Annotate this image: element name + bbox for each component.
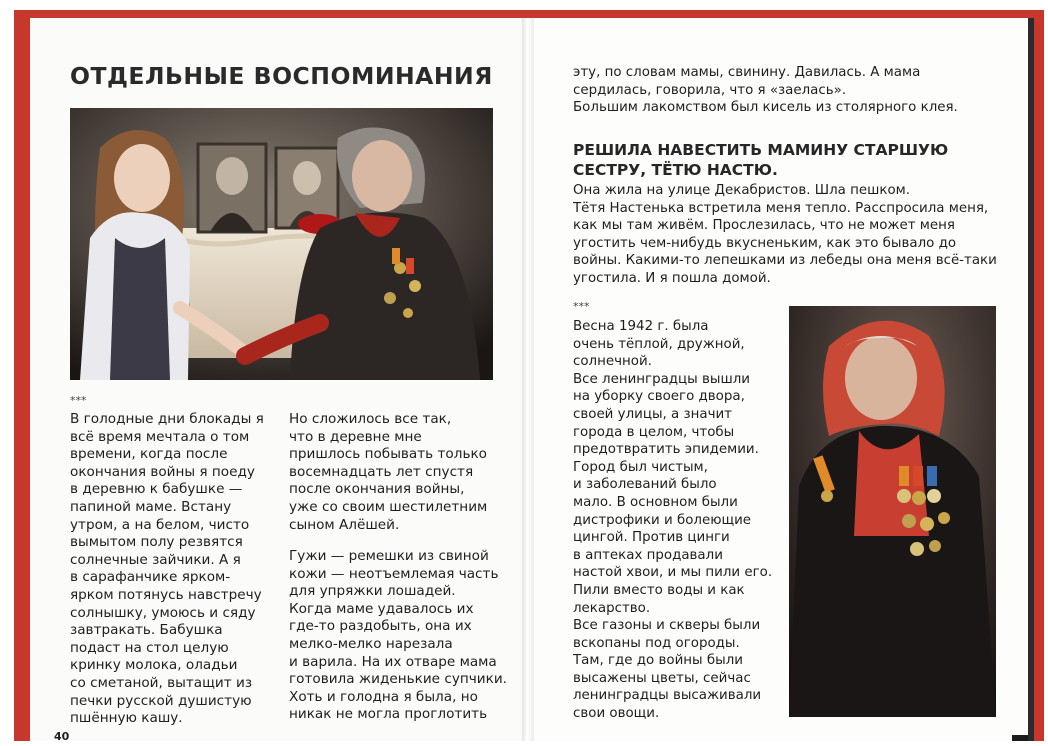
text-line: кринку молока, оладьи [70,657,238,674]
text-line: подаст на стол целую [70,639,229,656]
text-line: Когда маме удавалось их [289,600,474,617]
left-column-text [70,411,264,728]
text-line: высажены цветы, сейчас [573,670,751,686]
text-line: утром, а на белом, чисто [70,516,250,533]
text-line: солнечные зайчики. А я [70,551,241,568]
text-line: Пили вместо воды и как [573,582,745,598]
text-line: всё время мечтала о том [70,428,250,445]
text-line: солнышку, умоюсь и сяду [70,604,256,621]
text-line: Но сложилось все так, [289,411,452,427]
text-line: где-то раздобыть, она их [289,618,472,635]
text-line: сердилась, говорила, что я «заелась». [573,82,847,98]
text-line: Большим лакомством был кисель из столярного клея. [573,100,958,116]
text-line: свои овощи. [573,706,660,722]
text-line: Она жила на улице Декабристов. Шла пешком. [573,183,910,198]
text-line: города в целом, чтобы [573,424,735,440]
text-line: очень тёплой, дружной, [573,336,745,352]
text-line: дистрофики и болеющие [573,512,752,528]
text-line: восемнадцать лет спустя [289,463,474,480]
text-line: солнечной. [573,354,652,370]
text-line: Все ленинградцы вышли [573,371,750,387]
text-line: со сметаной, вытащит из [70,674,253,691]
spring-text [573,318,772,723]
text-line: вымытом полу резвятся [70,534,243,551]
separator-stars: *** [70,394,87,407]
text-line: времени, когда после [70,446,228,463]
text-line: уже со своим шестилетним [289,498,488,515]
text-line: и варила. На их отваре мама [289,653,497,670]
story-text [573,182,997,288]
text-line: на уборку своего двора, [573,389,745,405]
text-line: Тётя Настенька встретила меня тепло. Расспросила меня, [573,200,989,216]
main-photo [70,108,493,380]
text-line: настой хвои, и мы пили его. [573,565,773,581]
text-line: войны. Какими-то лепешками из лебеды она меня всё-таки [573,253,997,269]
text-line: для упряжки лошадей. [289,583,456,600]
text-line: после окончания войны, [289,481,465,498]
text-line: кожи — неотъемлемая часть [289,565,499,582]
heading-line: СЕСТРУ, ТЁТЮ НАСТЮ. [573,161,778,179]
page-title: ОТДЕЛЬНЫЕ ВОСПОМИНАНИЯ [70,62,493,90]
text-line: в аптеках продавали [573,547,723,563]
text-line: своей улицы, а значит [573,406,732,422]
text-line: окончания войны я поеду [70,463,255,480]
text-line: лекарство. [573,600,651,616]
text-line: цингой. Против цинги [573,530,730,546]
text-line: и заболеваний было [573,477,717,493]
page-corner [1012,735,1028,741]
text-line: папиной маме. Встану [70,498,232,515]
text-line: в сарафанчике ярком- [70,569,231,586]
veteran-photo [789,306,996,717]
text-line: В голодные дни блокады я [70,411,264,427]
book-spine [522,18,534,741]
page-edge [1028,18,1034,741]
text-line: предотвратить эпидемии. [573,442,759,458]
heading-line: РЕШИЛА НАВЕСТИТЬ МАМИНУ СТАРШУЮ [573,141,949,159]
text-line: Город был чистым, [573,459,708,475]
text-line: Там, где до войны были [573,653,743,669]
text-line: сыном Алёшей. [289,516,400,533]
text-line: Все газоны и скверы были [573,618,761,634]
text-line: угостила. И я пошла домой. [573,270,771,286]
text-line: Гужи — ремешки из свиной [289,548,489,564]
middle-column-text-2 [289,548,507,724]
text-line: угостить чем-нибудь вкусненьким, как это бывало до [573,235,957,251]
text-line: завтракать. Бабушка [70,622,223,639]
text-line: мелко-мелко нарезала [289,635,453,652]
text-line: эту, по словам мамы, свинину. Давилась. А мама [573,65,921,80]
text-line: готовила жиденькие супчики. [289,671,507,688]
page-number: 40 [54,730,70,743]
separator-stars: *** [573,300,590,313]
text-line: вскопаны под огороды. [573,635,740,651]
text-line: печки русской душистую [70,692,252,709]
text-line: ленинградцы высаживали [573,688,762,704]
text-line: Весна 1942 г. была [573,319,709,334]
section-heading [573,140,948,180]
text-line: в деревню к бабушке — [70,481,243,498]
text-line: Хоть и голодна я была, но [289,688,478,705]
text-line: пшённую кашу. [70,710,183,727]
text-line: как мы там живём. Прослезилась, что не может меня [573,218,955,234]
middle-column-text-1 [289,411,487,534]
text-line: мало. В основном были [573,494,738,510]
text-line: ярком потянусь навстречу [70,586,262,603]
text-line: никак не могла проглотить [289,706,488,723]
text-line: пришлось побывать только [289,446,487,463]
text-line: что в деревне мне [289,428,422,445]
continued-text [573,64,958,117]
